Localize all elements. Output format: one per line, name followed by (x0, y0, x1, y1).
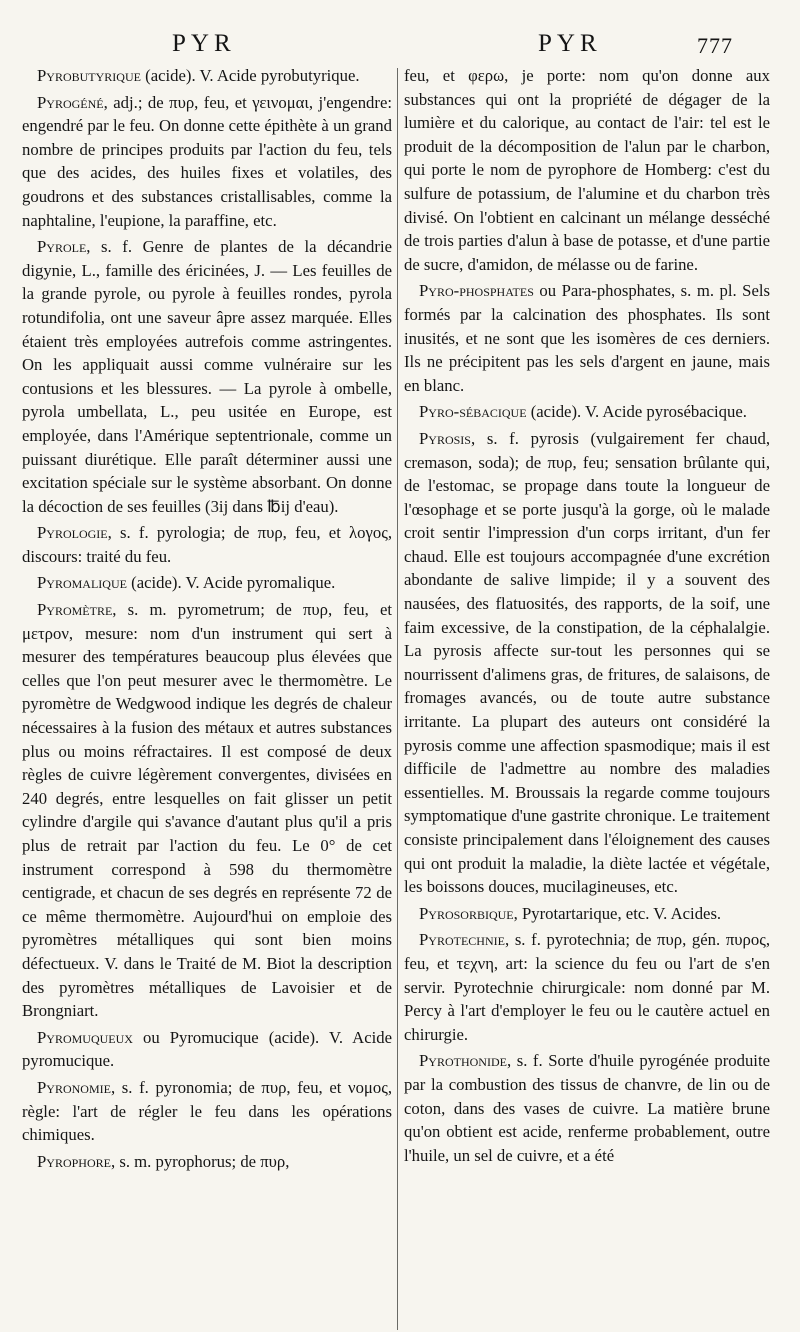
headword: Pyrophore, (37, 1151, 116, 1171)
definition: s. m. pyrometrum; de πυρ, feu, et μετρον, mesure: nom d'un instrument qui sert à mesurer des températures beaucoup plus élevées que celles que l'on peut mesurer avec le thermomètre. Le pyromètre de Wedgwood indique les degrés de chaleur nécessaires à la fusion des métaux et autres substances plus ou moins réfractaires. Il est composé de deux règles de cuivre légèrement convergentes, divisées en 240 degrés, entre lesquelles on fait glisser un petit cylindre d'argile qui s'avance d'autant plus qu'il a pris plus de retrait par l'action du feu. Le 0° de cet instrument correspond à 598 du thermomètre centigrade, et chacun de ses degrés en représente 72 de ce même thermomètre. Aujourd'hui on emploie des pyromètres métalliques qui sont bien moins défectueux. V. dans le Traité de M. Biot la description des pyromètres métalliques de Lavoisier et de Brongniart. (22, 600, 392, 1021)
headword: Pyromalique (37, 573, 127, 593)
left-column (22, 64, 392, 1176)
entry (404, 400, 770, 424)
definition: ou Para-phosphates, s. m. pl. Sels formés par la calcination des phosphates. Ils sont inusités, et ne sont que les isomères de ces derniers. Ils ne précipitent pas les sels d'argent en jaune, mais en blanc. (404, 281, 770, 395)
entry (404, 427, 770, 899)
entry-continuation (404, 64, 770, 276)
definition: s. f. pyrosis (vulgairement fer chaud, cremason, soda); de πυρ, feu; sensation brûlante qui, de l'estomac, se propage dans toute la longueur de l'œsophage et se porte jusqu'à la gorge, où le malade croit sentir l'impression d'un corps irritant, d'un fer chaud. Elle est toujours accompagnée d'une excrétion abondante de salive limpide; il y a souvent des nausées, des flatuosités, des rapports, de la soif, une faim excessive, de la constipation, de la céphalalgie. La pyrosis affecte sur-tout les personnes qui se nourrissent d'alimens gras, de fritures, de salaisons, de fromages avancés, ou de toute autre substance irritante. La plupart des auteurs ont considéré la pyrosis comme une affection spasmodique; mais il est difficile de l'admettre au nombre des maladies essentielles. M. Broussais la regarde comme toujours symptomatique d'une gastrite chronique. Le traitement consiste principalement dans l'éloignement des causes qui ont produit la maladie, la diète lactée et végétale, les boissons douces, mucilagineuses, etc. (404, 428, 770, 897)
headword: Pyrogéné, (37, 92, 108, 112)
headword: Pyromuqueux (37, 1027, 133, 1047)
definition: s. f. pyrotechnia; de πυρ, gén. πυρος, feu, et τεχνη, art: la science du feu ou l'art de s'en servir. Pyrotechnie chirurgicale: nom donné par M. Percy à l'art d'employer le feu ou le cautère actuel en chirurgie. (404, 930, 770, 1044)
entry (22, 1026, 392, 1073)
entry (22, 1150, 392, 1174)
definition: adj.; de πυρ, feu, et γεινομαι, j'engendre: engendré par le feu. On donne cette épithète à un grand nombre de principes produits par l'action du feu, tels que des acides, des huiles fixes et volatiles, des goudrons et des substances cristallisables, comme la naphtaline, l'eupione, la paraffine, etc. (22, 92, 392, 230)
definition: ou Pyromucique (acide). V. Acide pyromucique. (22, 1027, 392, 1071)
entry (22, 91, 392, 233)
definition: (acide). V. Acide pyromalique. (126, 573, 336, 593)
definition: (acide). V. Acide pyrobutyrique. (140, 66, 360, 85)
entry (22, 1076, 392, 1147)
definition: s. m. pyrophorus; de πυρ, (115, 1151, 290, 1171)
entry (404, 279, 770, 397)
headword: Pyro-phosphates (419, 281, 534, 301)
entry (22, 598, 392, 1023)
headword: Pyrotechnie, (419, 930, 510, 950)
headword: Pyrosis, (419, 428, 476, 448)
entry (22, 235, 392, 518)
definition: s. f. pyronomia; de πυρ, feu, et νομος, règle: l'art de régler le feu dans les opérations chimiques. (22, 1077, 392, 1145)
column-divider (397, 68, 398, 1330)
page-number: 777 (697, 33, 733, 58)
right-column (404, 64, 770, 1170)
entry (22, 521, 392, 568)
running-head-right: PYR (538, 30, 602, 57)
headword: Pyronomie, (37, 1077, 116, 1097)
entry (404, 1049, 770, 1167)
headword: Pyrole, (37, 237, 91, 257)
headword: Pyro-sébacique (419, 402, 527, 422)
entry (22, 64, 392, 88)
definition: Pyrotartarique, etc. V. Acides. (517, 903, 722, 923)
entry (404, 902, 770, 926)
definition: s. f. Sorte d'huile pyrogénée produite par la combustion des tissus de chanvre, de lin ou de coton, dans des vases de cuivre. La matière brune qu'on obtient est acide, renferme probablement, outre l'huile, un sel de cuivre, et a été (404, 1051, 770, 1165)
headword: Pyromètre, (37, 600, 117, 620)
entry (22, 571, 392, 595)
definition: feu, et φερω, je porte: nom qu'on donne aux substances qui ont la propriété de dégager de la lumière et du calorique, au contact de l'air: tel est le produit de la décomposition de l'alun par le charbon, qui porte le nom de pyrophore de Homberg: c'est du sulfure de potassium, de l'alumine et du charbon très divisé. On l'obtient en calcinant un mélange desséché de trois parties d'alun à base de potasse, et d'une partie de sucre, d'amidon, de mélasse ou de farine. (404, 66, 770, 274)
entry (404, 928, 770, 1046)
headword: Pyrosorbique, (419, 903, 518, 923)
definition: (acide). V. Acide pyrosébacique. (526, 402, 747, 422)
headword: Pyrobutyrique (37, 66, 141, 85)
headword: Pyrothonide, (419, 1051, 512, 1071)
definition: s. f. pyrologia; de πυρ, feu, et λογος, discours: traité du feu. (22, 523, 392, 566)
running-head-left: PYR (172, 30, 236, 57)
definition: s. f. Genre de plantes de la décandrie digynie, L., famille des éricinées, J. — Les feuilles de la grande pyrole, ou pyrole à feuilles rondes, pyrola rotundifolia, ont une saveur âpre assez marquée. Elles étaient très employées autrefois comme astringentes. On les appliquait aussi comme vulnéraire sur les contusions et les blessures. — La pyrole à ombelle, pyrola umbellata, L., peu usitée en Europe, est employée, dans l'Amérique septentrionale, comme un puissant diurétique. Elle paraît déterminer aussi une excitation spéciale sur le système absorbant. On donne la décoction de ses feuilles (3ij dans ℔ij d'eau). (22, 237, 392, 516)
headword: Pyrologie, (37, 523, 112, 543)
